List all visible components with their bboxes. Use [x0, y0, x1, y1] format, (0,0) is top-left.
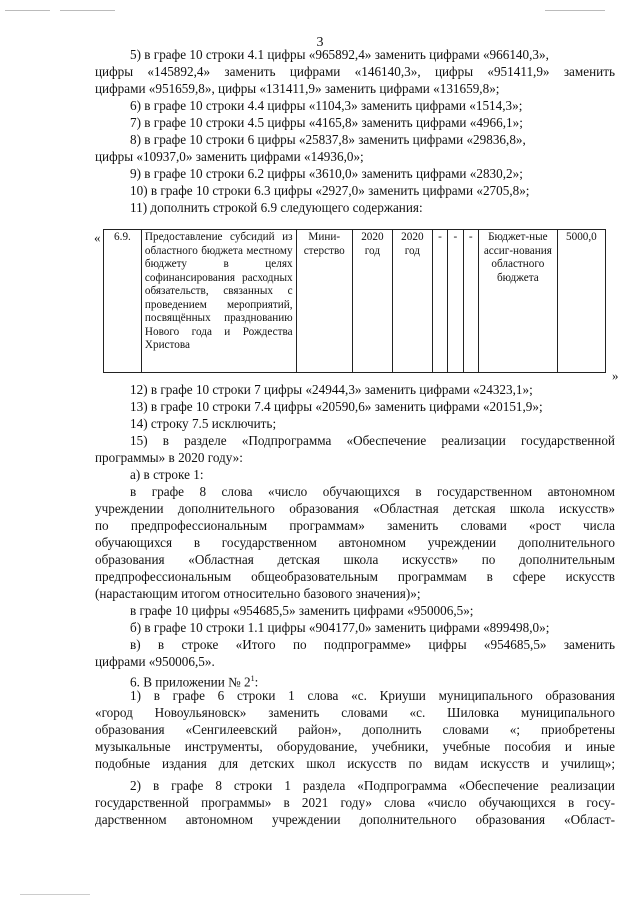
cell-dash: - — [432, 230, 447, 373]
text-line: 8) в графе 10 строки 6 цифры «25837,8» заменить цифрами «29836,8», — [130, 132, 526, 147]
appendix-colon: : — [254, 674, 259, 690]
text-line: 10) в графе 10 строки 6.3 цифры «2927,0» заменить цифрами «2705,8»; — [130, 183, 530, 198]
text-line: 12) в графе 10 строки 7 цифры «24944,3» заменить цифрами «24323,1»; — [130, 382, 533, 397]
cell-executor: Мини-стерство — [296, 230, 352, 373]
appendix-text: 6. В приложении № 2 — [130, 674, 251, 690]
table-row — [104, 230, 606, 373]
text-line: 1) в графе 6 строки 1 слова «с. Криуши муниципального образования — [130, 688, 615, 703]
text-line: «город Новоульяновск» заменить словами «с. Шиловка муниципального — [95, 705, 615, 720]
text-line: подобные издания для детских школ искусств по видам искусств и училищ»; — [95, 756, 615, 771]
text-line: 14) строку 7.5 исключить; — [130, 416, 277, 431]
text-line: предпрофессиональным общеобразовательным программам в сфере искусств — [95, 569, 615, 584]
text-line: 5) в графе 10 строки 4.1 цифры «965892,4» заменить цифрами «966140,3», — [130, 47, 549, 62]
cell-year-end: 2020 год — [392, 230, 432, 373]
text-line: 2) в графе 8 строки 1 раздела «Подпрограмма «Обеспечение реализации — [130, 778, 615, 793]
text-line: учреждении дополнительного образования «Областная детская школа искусств» — [95, 501, 615, 516]
text-line: 11) дополнить строкой 6.9 следующего содержания: — [130, 200, 423, 215]
text-line: 7) в графе 10 строки 4.5 цифры «4165,8» заменить цифрами «4966,1»; — [130, 115, 523, 130]
text-line: музыкальные инструменты, оборудование, учебники, учебные пособия и иные — [95, 739, 615, 754]
table-open-quote: « — [94, 230, 101, 245]
text-line: 9) в графе 10 строки 6.2 цифры «3610,0» заменить цифрами «2830,2»; — [130, 166, 523, 181]
text-line: государственной программы» в 2021 году» слова «число обучающихся в госу- — [95, 795, 615, 810]
text-line: (нарастающим итогом относительно базового значения)»; — [95, 586, 421, 601]
appendix-superscript: 1 — [250, 674, 255, 683]
cell-amount: 5000,0 — [557, 230, 605, 373]
scan-edge-top-left — [5, 10, 50, 11]
text-line: цифрами «950006,5». — [95, 654, 215, 669]
text-line: дарственном автономном учреждении дополнительного образования «Област- — [95, 812, 615, 827]
text-line: цифры «10937,0» заменить цифрами «14936,0»; — [95, 149, 364, 164]
text-line: цифрами «951659,8», цифры «131411,9» заменить цифрами «131659,8»; — [95, 81, 500, 96]
inserted-row-table — [103, 229, 606, 373]
table-close-quote: » — [612, 368, 619, 383]
scan-edge-top-right — [545, 10, 605, 11]
text-line: программы» в 2020 году»: — [95, 450, 243, 465]
text-line: по предпрофессиональным программам» заменить словами «рост числа — [95, 518, 615, 533]
page-number: 3 — [316, 35, 324, 50]
scan-edge-top-mid — [60, 10, 115, 11]
text-line: образования «Сенгилеевский район», дополнить словами «; приобретены — [95, 722, 615, 737]
text-line: цифры «145892,4» заменить цифрами «146140,3», цифры «951411,9» заменить — [95, 64, 615, 79]
cell-name: Предоставление субсидий из областного бюджета местному бюджету в целях софинансирования расходных обязательств, связанных с проведением мероприятий, посвящённых празднованию Нового года и Рождества Христова — [141, 230, 296, 373]
text-line: 15) в разделе «Подпрограмма «Обеспечение реализации государственной — [130, 433, 615, 448]
cell-funding-source: Бюджет-ные ассиг-нования областного бюджета — [478, 230, 557, 373]
text-line: в графе 8 слова «число обучающихся в государственном автономном — [130, 484, 615, 499]
text-line: 6) в графе 10 строки 4.4 цифры «1104,3» заменить цифрами «1514,3»; — [130, 98, 523, 113]
scan-edge-bottom — [20, 894, 90, 895]
cell-dash: - — [463, 230, 478, 373]
text-line: обучающихся в государственном автономном учреждении дополнительного — [95, 535, 615, 550]
text-line: б) в графе 10 строки 1.1 цифры «904177,0» заменить цифрами «899498,0»; — [130, 620, 550, 635]
cell-number: 6.9. — [104, 230, 142, 373]
text-line: а) в строке 1: — [130, 467, 204, 482]
text-line: образования «Областная детская школа искусств» по дополнительным — [95, 552, 615, 567]
cell-dash: - — [448, 230, 463, 373]
text-line: в графе 10 цифры «954685,5» заменить цифрами «950006,5»; — [130, 603, 474, 618]
text-line: в) в строке «Итого по подпрограмме» цифры «954685,5» заменить — [130, 637, 615, 652]
cell-year-start: 2020 год — [352, 230, 392, 373]
text-line: 13) в графе 10 строки 7.4 цифры «20590,6» заменить цифрами «20151,9»; — [130, 399, 543, 414]
